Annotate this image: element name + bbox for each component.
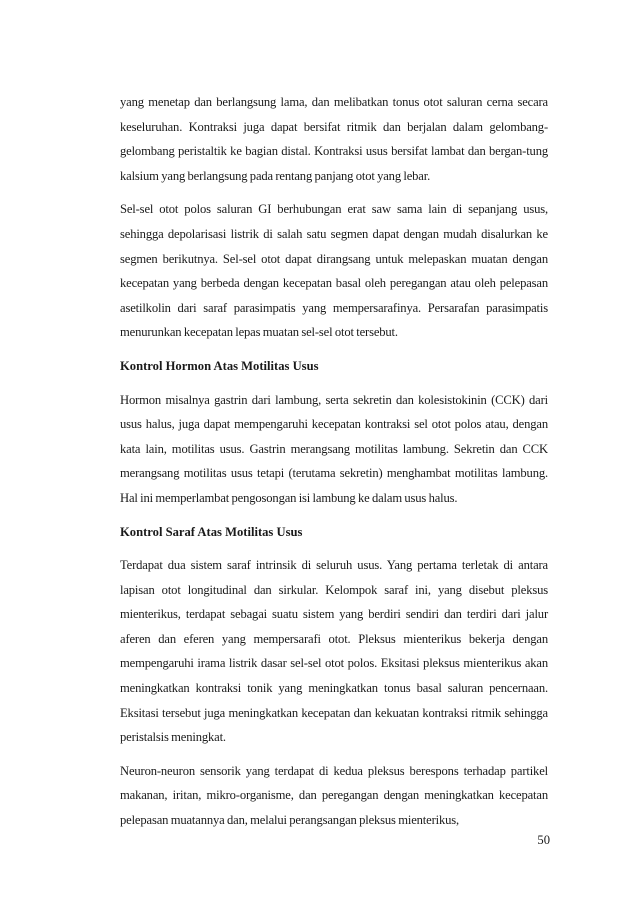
section-heading-nerve: Kontrol Saraf Atas Motilitas Usus xyxy=(120,524,303,539)
paragraph-nerve-intrinsic: Terdapat dua sistem saraf intrinsik di seluruh usus. Yang pertama terletak di antara lapisan otot longitudinal dan sirkular. Kelompok saraf ini, yang disebut pleksus mienterikus, terdapat sebagai suatu sistem yang berdiri sendiri dan terdiri dari jalur aferen dan eferen yang mempersarafi otot. Pleksus mienterikus bekerja dengan mempengaruhi irama listrik dasar sel-sel otot polos. Eksitasi pleksus mienterikus akan meningkatkan kontraksi tonik yang meningkatkan tonus basal saluran pencernaan. Eksitasi tersebut juga meningkatkan kecepatan dan kekuatan kontraksi ritmik sehingga peristalsis meningkat. xyxy=(120,558,548,745)
paragraph-nerve-sensory: Neuron-neuron sensorik yang terdapat di kedua pleksus berespons terhadap partikel makanan, iritan, mikro-organisme, dan peregangan dengan meningkatkan kecepatan pelepasan muatannya dan, melalui perangsangan pleksus mienterikus, xyxy=(120,763,548,828)
paragraph-hormone: Hormon misalnya gastrin dari lambung, serta sekretin dan kolesistokinin (CCK) dari usus halus, juga dapat mempengaruhi kecepatan kontraksi sel otot polos atau, dengan kata lain, motilitas usus. Gastrin merangsang motilitas lambung. Sekretin dan CCK merangsang motilitas usus tetapi (terutama sekretin) menghambat motilitas lambung. Hal ini memperlambat pengosongan isi lambung ke dalam usus halus. xyxy=(120,392,548,505)
paragraph-smooth-muscle: Sel-sel otot polos saluran GI berhubungan erat saw sama lain di sepanjang usus, sehingga depolarisasi listrik di salah satu segmen dapat dengan mudah disalurkan ke segmen berikutnya. Sel-sel otot dapat dirangsang untuk melepaskan muatan dengan kecepatan yang berbeda dengan kecepatan basal oleh peregangan atau oleh pelepasan asetilkolin dari saraf parasimpatis yang mempersarafinya. Persarafan parasimpatis menurunkan kecepatan lepas muatan sel-sel otot tersebut. xyxy=(120,202,548,340)
paragraph-contraction: yang menetap dan berlangsung lama, dan melibatkan tonus otot saluran cerna secara keseluruhan. Kontraksi juga dapat bersifat ritmik dan berjalan dalam gelombang-gelombang peristaltik ke bagian distal. Kontraksi usus bersifat lambat dan bergan-tung kalsium yang berlangsung pada rentang panjang otot yang lebar. xyxy=(120,95,548,183)
page-number: 50 xyxy=(537,833,550,847)
page-content xyxy=(120,90,548,842)
section-heading-hormone: Kontrol Hormon Atas Motilitas Usus xyxy=(120,358,319,373)
